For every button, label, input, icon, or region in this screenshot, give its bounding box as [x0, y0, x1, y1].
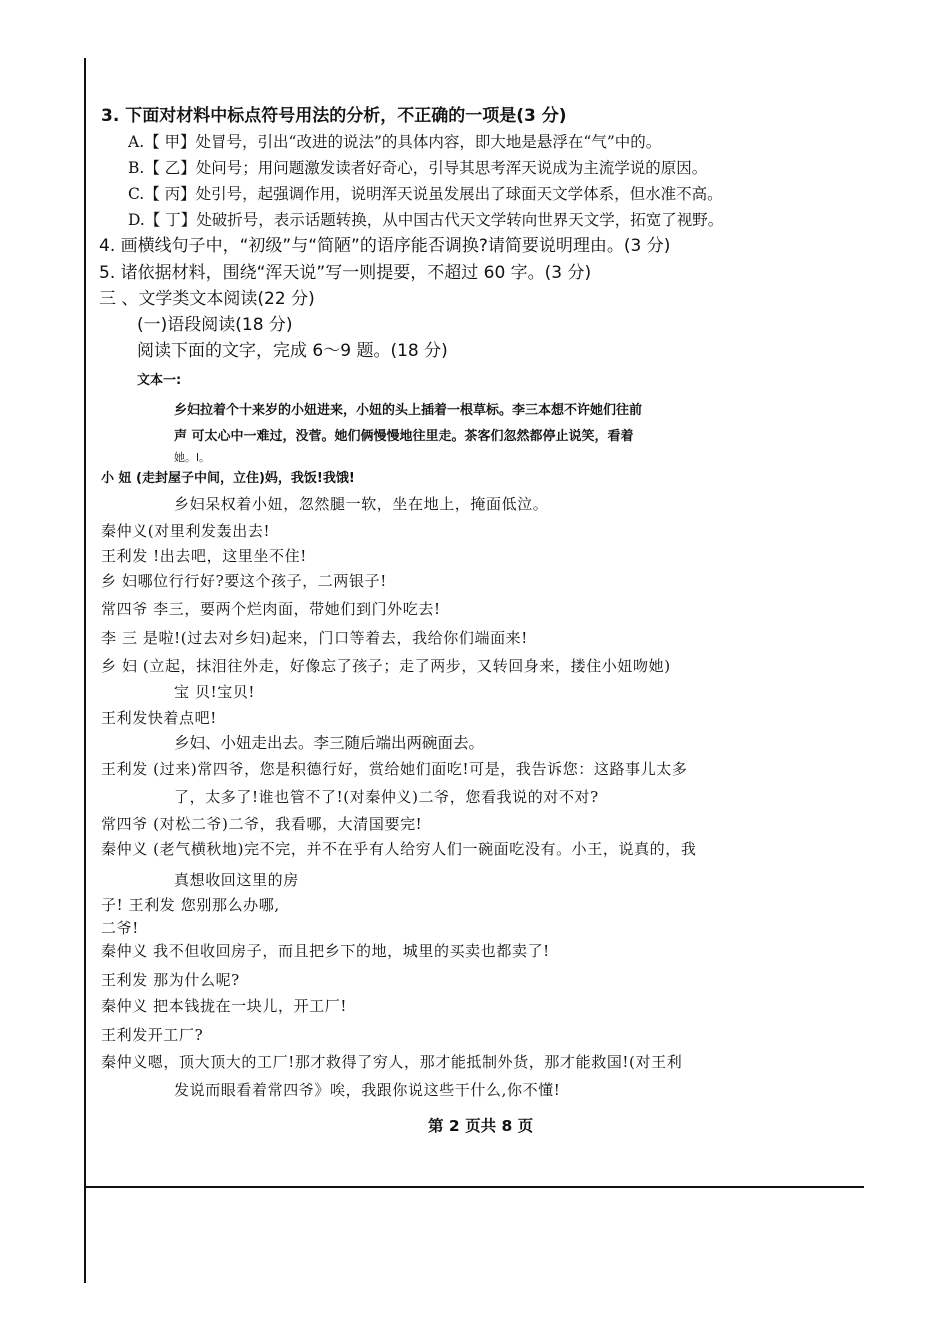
- dialogue-line: 李 三 是啦!(过去对乡妇)起来，门口等着去，我给你们端面来!: [101, 629, 528, 647]
- dialogue-line: 秦仲义 (老气横秋地)完不完，并不在乎有人给穷人们一碗面吃没有。小王，说真的，我: [101, 840, 697, 858]
- dialogue-line: 常四爷 李三，要两个烂肉面，带她们到门外吃去!: [101, 600, 441, 618]
- page-number: 第 2 页共 8 页: [428, 1117, 534, 1135]
- dialogue-line: 乡妇、小妞走出去。李三随后端出两碗面去。: [174, 734, 485, 752]
- q4: 4. 画横线句子中，“初级”与“简陋”的语序能否调换?请简要说明理由。(3 分): [99, 236, 671, 256]
- q3-option-a: A.【 甲】处冒号，引出“改进的说法”的具体内容，即大地是悬浮在“气”中的。: [128, 133, 662, 151]
- dialogue-line: 秦仲义 我不但收回房子，而且把乡下的地，城里的买卖也都卖了!: [101, 942, 550, 960]
- subsection-title: (一)语段阅读(18 分): [137, 315, 293, 335]
- dialogue-line: 二爷!: [101, 919, 139, 937]
- dialogue-line: 小 妞 (走封屋子中间，立住)妈，我饭!我饿!: [101, 471, 355, 486]
- dialogue-line: 王利发 !出去吧，这里坐不住!: [101, 547, 307, 565]
- q3-stem: 3. 下面对材料中标点符号用法的分析，不正确的一项是(3 分): [101, 106, 567, 126]
- dialogue-line: 常四爷 (对松二爷)二爷，我看哪，大清国要完!: [101, 815, 423, 833]
- dialogue-line: 发说而眼看着常四爷》唉，我跟你说这些干什么,你不懂!: [174, 1081, 561, 1099]
- dialogue-line: 秦仲义(对里利发轰出去!: [101, 522, 271, 540]
- dialogue-line: 宝 贝!宝贝!: [174, 683, 256, 701]
- stage-direction-line-1: 乡妇拉着个十来岁的小妞进来，小妞的头上插着一根草标。李三本想不许她们往前: [174, 403, 643, 418]
- dialogue-line: 子! 王利发 您别那么办哪,: [101, 896, 280, 914]
- stage-direction-line-3: 她。l。: [174, 451, 211, 464]
- margin-vertical-rule: [84, 58, 86, 1283]
- dialogue-line: 了，太多了!谁也管不了!(对秦仲义)二爷，您看我说的对不对?: [174, 788, 599, 806]
- dialogue-line: 乡 妇 (立起，抹泪往外走，好像忘了孩子；走了两步，又转回身来，搂住小妞吻她): [101, 657, 671, 675]
- q3-option-b: B.【 乙】处问号；用问题激发读者好奇心，引导其思考浑天说成为主流学说的原因。: [128, 159, 708, 177]
- dialogue-line: 王利发快着点吧!: [101, 709, 217, 727]
- text-label: 文本一:: [137, 373, 182, 388]
- q3-option-d: D.【 丁】处破折号，表示话题转换，从中国古代天文学转向世界天文学，拓宽了视野。: [128, 211, 724, 229]
- q5: 5. 诸依据材料，围绕“浑天说”写一则提要，不超过 60 字。(3 分): [99, 263, 592, 283]
- dialogue-line: 乡妇呆权着小妞，忽然腿一软，坐在地上，掩面低泣。: [174, 495, 549, 513]
- dialogue-line: 王利发开工厂?: [101, 1026, 204, 1044]
- page-bottom-rule: [84, 1186, 864, 1188]
- section-intro: 阅读下面的文字，完成 6～9 题。(18 分): [137, 341, 448, 361]
- stage-direction-line-2: 声 可太心中一难过，没菅。她们俩慢慢地往里走。茶客们忽然都停止说笑，看着: [174, 429, 634, 444]
- dialogue-line: 秦仲义嗯，顶大顶大的工厂!那才救得了穷人，那才能抵制外货，那才能救国!(对王利: [101, 1053, 683, 1071]
- dialogue-line: 秦仲义 把本钱拢在一块儿，开工厂!: [101, 997, 347, 1015]
- dialogue-line: 真想收回这里的房: [174, 871, 299, 889]
- dialogue-line: 王利发 (过来)常四爷，您是积德行好，赏给她们面吃!可是，我告诉您：这路事儿太多: [101, 760, 688, 778]
- dialogue-line: 乡 妇哪位行行好?要这个孩子，二两银子!: [101, 572, 387, 590]
- q3-option-c: C.【 丙】处引号，起强调作用，说明浑天说虽发展出了球面天文学体系，但水准不高。: [128, 185, 723, 203]
- dialogue-line: 王利发 那为什么呢?: [101, 971, 240, 989]
- section-title: 三 、文学类文本阅读(22 分): [99, 289, 315, 309]
